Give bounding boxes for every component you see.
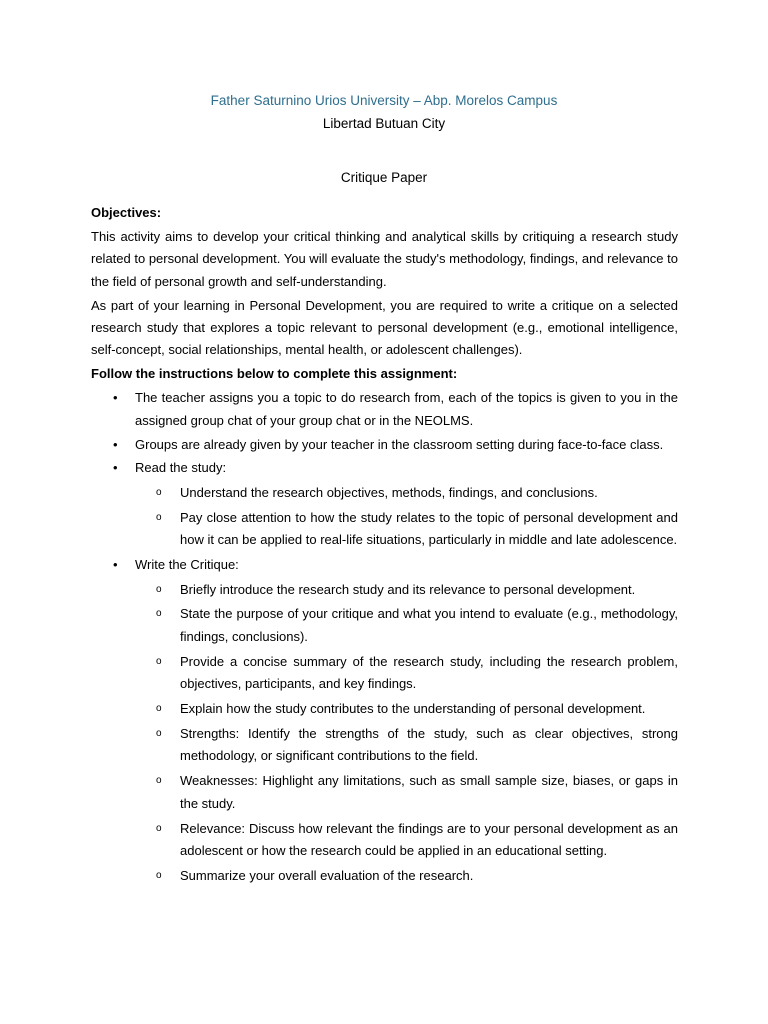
city-name: Libertad Butuan City <box>322 116 446 131</box>
sub-item <box>134 698 678 720</box>
sub-item <box>134 482 678 504</box>
write-critique-sublist <box>135 579 678 888</box>
instructions-heading: Follow the instructions below to complete this assignment: <box>91 366 458 382</box>
sub-item-text: Understand the research objectives, methods, findings, and conclusions. <box>180 484 598 500</box>
instruction-item-topic <box>91 387 678 432</box>
objectives-paragraph-1: This activity aims to develop your critical thinking and analytical skills by critiquing a research study related to personal development. You will evaluate the study's methodology, findings, and relevance to the field of personal growth and self-understanding. <box>91 228 678 289</box>
circle-bullet-icon: o <box>156 727 162 739</box>
instruction-text: Read the study: <box>135 460 227 476</box>
document-body <box>91 202 678 890</box>
sub-item <box>134 770 678 815</box>
bullet-icon: • <box>113 557 118 573</box>
circle-bullet-icon: o <box>156 486 162 498</box>
university-name: Father Saturnino Urios University – Abp. Morelos Campus <box>210 93 558 108</box>
sub-item-text: Strengths: Identify the strengths of the study, such as clear objectives, strong methodology, or significant contributions to the field. <box>180 725 678 764</box>
bullet-icon: • <box>113 390 118 406</box>
sub-item <box>134 651 678 696</box>
circle-bullet-icon: o <box>156 822 162 834</box>
circle-bullet-icon: o <box>156 583 162 595</box>
sub-item-text: Weaknesses: Highlight any limitations, such as small sample size, biases, or gaps in the study. <box>180 773 678 811</box>
circle-bullet-icon: o <box>156 703 162 715</box>
instruction-text: Groups are already given by your teacher in the classroom setting during face-to-face class. <box>135 436 664 452</box>
instruction-item-groups <box>91 434 678 456</box>
instruction-item-write-critique <box>91 554 678 887</box>
sub-item-text: Summarize your overall evaluation of the research. <box>180 867 474 883</box>
sub-item <box>134 865 678 887</box>
sub-item-text: Pay close attention to how the study relates to the topic of personal development and how it can be applied to real-life situations, particularly in middle and late adolescence. <box>180 509 678 548</box>
sub-item-text: Relevance: Discuss how relevant the findings are to your personal development as an adolescent or how the research could be applied in an educational setting. <box>180 820 678 858</box>
circle-bullet-icon: o <box>156 775 162 787</box>
bullet-icon: • <box>113 436 118 452</box>
sub-item-text: Briefly introduce the research study and its relevance to personal development. <box>180 581 636 597</box>
sub-item <box>134 507 678 552</box>
document-title: Critique Paper <box>340 170 428 185</box>
instructions-list <box>91 387 678 887</box>
sub-item <box>134 723 678 768</box>
sub-item-text: State the purpose of your critique and what you intend to evaluate (e.g., methodology, findings, conclusions). <box>180 606 678 644</box>
sub-item <box>134 603 678 648</box>
instruction-text: Write the Critique: <box>135 557 239 573</box>
sub-item-text: Provide a concise summary of the research study, including the research problem, objectives, participants, and key findings. <box>180 653 678 692</box>
sub-item-text: Explain how the study contributes to the understanding of personal development. <box>180 701 646 717</box>
circle-bullet-icon: o <box>156 869 162 881</box>
objectives-paragraph-2: As part of your learning in Personal Development, you are required to write a critique on a selected research study that explores a topic relevant to personal development (e.g., emotional intelligence, self-concept, social relationships, mental health, or adolescent challenges). <box>91 297 678 358</box>
read-study-sublist <box>135 482 678 552</box>
circle-bullet-icon: o <box>156 511 162 523</box>
circle-bullet-icon: o <box>156 655 162 667</box>
sub-item <box>134 818 678 863</box>
circle-bullet-icon: o <box>156 608 162 620</box>
sub-item <box>134 579 678 601</box>
instruction-item-read-study <box>91 457 678 551</box>
bullet-icon: • <box>113 460 118 476</box>
instruction-text: The teacher assigns you a topic to do research from, each of the topics is given to you in the assigned group chat of your group chat or in the NEOLMS. <box>135 390 678 428</box>
objectives-heading: Objectives: <box>91 205 162 220</box>
